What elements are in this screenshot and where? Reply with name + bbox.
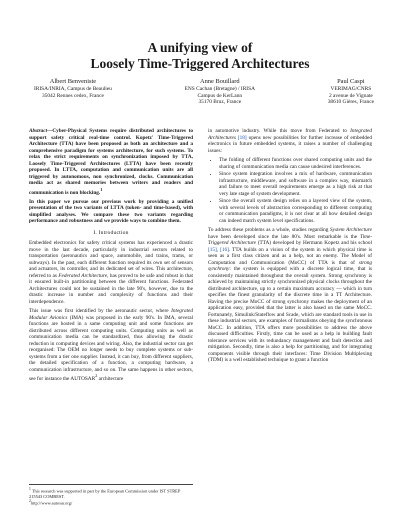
footnote-text: This research was supported in part by the European Commission under IST STREP 215543 COMBEST. [29, 488, 181, 499]
body-text: To address these problems as a whole, studies regarding [208, 227, 330, 233]
author-affiliation: 35170 Bruz, France [198, 99, 242, 106]
author-affiliation: IRISA/INRIA, Campus de Beaulieu [34, 86, 112, 92]
intro-emphasis: Integrated Modular Avionics [29, 308, 193, 321]
intro-paragraph-2 [29, 308, 193, 382]
intro-text: , has proved to be safe and robust in that it ensured built-in partitioning between the different functions. Federated Architectures could not be sustained in the late 90's, however, due to the drastic increase in number and complexity of functions and their interdependence. [29, 272, 193, 305]
author-3 [328, 78, 374, 106]
body-text: have been developed since the late 80's. Most remarkable is the [208, 233, 361, 240]
intro-paragraph-1 [29, 240, 193, 305]
body-text: . TTA builds on a vision of the system in which physical time is seen as a first class citizen and as a help, not an enemy. The Model of Computation and Communication (MoCC) of TTA is that of [208, 246, 373, 266]
body-text: (TTA) developed by Hermann Kopetz and his school [256, 240, 372, 246]
body-text: : the system is equipped with a discrete logical time, that is consistently maintained throughout the overall system. Strong synchrony is achieved by maintaining strictly synchronized physical clocks throughout the distributed architecture, up to a certain maximum accuracy — which in turn specifies the finest granularity of the discrete time in a TT Architecture. Having the precise MoCC of strong synchrony makes the deployment of an application easy, provided that the latter is also based on the same MoCC. Fortunately, Simulink/Stateflow and Scade, which are standard tools in use in these industrial sectors, are examples of formalisms obeying the synchronous MoCC. In addition, TTA offers more possibilities to address the above discussed difficulties. Firstly, time can be used as a help in building fault tolerance services with its redundancy management and fault detection and mitigation. Secondly, time is also a help for partitioning, and for integrating components visible through their interfaces: Time Division Multiplexing (TDM) is a well established technique to grant a function [208, 266, 372, 363]
intro-text: (IMA) was proposed in the early 90's. In IMA, several functions are hosted in a same computing unit and some functions are distributed across different computing units. Computing units as well as communication media can be standardized, thus allowing the drastic reduction in computing devices and wiring. Also, the industrial sector can get reorganised: The OEM no longer needs to buy complete systems or sub-systems from a tier one supplier. Instead, it can buy, from different suppliers, the detailed specification of a function, a computing hardware, a communication infrastructure, and so on. The same happens in other sectors, see for instance the AUTOSAR [29, 314, 193, 382]
body-emphasis: Integrated Architectures [208, 128, 372, 141]
author-affiliation: Campus de KerLann [197, 92, 243, 99]
footnote-marker: 1 [100, 186, 103, 192]
author-affiliation: 2 avenue de Vignate [329, 92, 373, 99]
author-affiliation: ENS Cachan (Bretagne) / IRISA [184, 86, 255, 92]
body-text: opens new possibilities for further increase of embedded electronics in future embedded systems, it raises a number of challenging issues: [208, 134, 372, 154]
author-name: Albert Benveniste [49, 78, 97, 85]
intro-text: Embedded electronics for safety critical systems has experienced a drastic move in the last decade, particularly in industrial sectors related to transportation (aeronautics and space, automobile, and trains, trams, or subways). In the past, each different function required its own set of sensors and actuators, its controller, and its dedicated set of wires. This architecture, referred to as [29, 240, 193, 279]
body-emphasis: strong synchrony [208, 259, 372, 272]
footnote-1: $^1$ This research was supported in part by the European Commission under IST STREP 215543 COMBEST. [29, 487, 181, 499]
footnote-2: $^2$http://www.autosar.org/ [29, 499, 73, 506]
intro-emphasis: Federated Architecture [58, 272, 108, 279]
body-text: in automotive industry. While this move from Federated to [208, 128, 351, 134]
list-item: • The folding of different functions over shared computing units and the sharing of communication media can cause undesired interferences. [219, 157, 372, 170]
citation-link[interactable]: [15], [16] [208, 246, 229, 253]
abstract-paragraph-2: In this paper we pursue our previous work by providing a unified presentation of the two variants of LTTA (token- and time-based), with simplified analyses. We compare these two variants regarding performance and robustness and we provide ways to combine them. [29, 198, 193, 225]
right-paragraph-1 [208, 128, 372, 154]
list-item: • Since system integration involves a mix of hardware, communication infrastructure, middleware, and software in a complex way, mismatch and failure to meet overall requirements emerge as a high risk at that very late stage of system development. [219, 171, 372, 197]
list-item: • Since the overall system design relies on a layered view of the system, with several levels of abstraction corresponding to different computing or communication paradigms, it is not clear at all how detailed design can indeed match system level specifications. [219, 198, 372, 224]
footnote-marker: 2 [95, 373, 98, 379]
author-block [34, 78, 374, 106]
author-affiliation: 38610 Gières, France [327, 99, 374, 106]
author-affiliation: 35042 Rennes cedex, France [41, 92, 104, 99]
paper-title [0, 40, 400, 72]
body-emphasis: System Architecture [330, 227, 372, 233]
abstract-label: Abstract [29, 128, 48, 134]
footnotes [29, 484, 193, 506]
left-column [29, 128, 193, 386]
author-name: Paul Caspi [337, 78, 365, 85]
right-paragraph-2 [208, 227, 372, 364]
author-2 [185, 78, 255, 106]
abstract [29, 128, 193, 196]
intro-text: This issue was first identified by the aeronautic sector, where [29, 308, 172, 315]
title-line-1: A unifying view of [147, 40, 253, 55]
intro-text: architecture [97, 376, 124, 382]
citation-link[interactable]: [18] [237, 134, 247, 141]
abstract-text: —Cyber-Physical Systems require distributed architectures to support safety critical real-time control. Kopetz' Time-Triggered Architecture (TTA) have been proposed as both an architecture and a comprehensive paradigm for systems architecture, for such systems. To relax the strict requirements on synchronization imposed by TTA, Loosely Time-Triggered Architectures (LTTA) have been recently proposed. In LTTA, computation and communication units are all triggered by autonomous, non synchronized, clocks. Communication media act as shared memories between writers and readers and communication is non blocking. [29, 128, 193, 196]
right-column [208, 128, 372, 367]
author-name: Anne Bouillard [200, 78, 240, 85]
title-line-2: Loosely Time-Triggered Architectures [90, 56, 310, 71]
author-1 [34, 78, 112, 106]
author-affiliation: VERIMAG/CNRS [330, 86, 372, 92]
section-heading: I. Introduction [93, 229, 129, 236]
footnote-url[interactable]: http://www.autosar.org/ [30, 500, 73, 506]
challenge-list [208, 157, 372, 224]
body-emphasis: Time-Triggered Architecture [208, 233, 372, 246]
